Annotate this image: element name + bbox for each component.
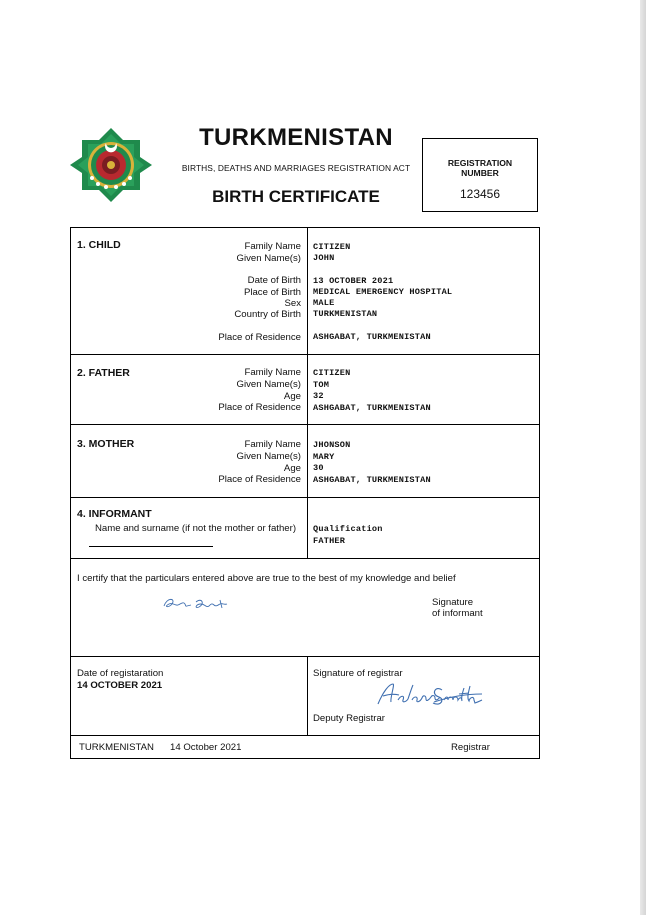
child-heading: 1. CHILD: [77, 239, 121, 251]
qualification-value: FATHER: [313, 536, 346, 546]
child-family-name-label: Family Name: [244, 241, 301, 252]
column-divider: [307, 656, 308, 735]
divider: [70, 735, 540, 736]
divider: [70, 558, 540, 559]
qualification-label: Qualification: [313, 524, 383, 534]
turkmenistan-emblem: [70, 128, 152, 202]
child-date-of-birth: 13 OCTOBER 2021: [313, 276, 394, 286]
mother-age: 30: [313, 463, 324, 473]
mother-residence: ASHGABAT, TURKMENISTAN: [313, 475, 431, 485]
father-heading: 2. FATHER: [77, 367, 130, 379]
father-given-names: TOM: [313, 380, 330, 390]
footer-registrar: Registrar: [451, 742, 490, 753]
child-place-of-birth-label: Place of Birth: [243, 287, 301, 298]
child-date-of-birth-label: Date of Birth: [247, 275, 301, 286]
deputy-registrar-label: Deputy Registrar: [313, 713, 385, 724]
country-title: TURKMENISTAN: [199, 124, 393, 151]
mother-given-names-label: Given Name(s): [236, 451, 301, 462]
certification-statement: I certify that the particulars entered above are true to the best of my knowledge and belief: [77, 573, 456, 584]
divider: [70, 354, 540, 355]
registration-number: 123456: [459, 187, 501, 201]
mother-family-name-label: Family Name: [244, 439, 301, 450]
date-of-registration-label: Date of registaration: [77, 668, 164, 679]
father-age-label: Age: [283, 391, 301, 402]
father-residence-label: Place of Residence: [218, 402, 301, 413]
footer-country: TURKMENISTAN: [79, 742, 154, 753]
mother-residence-label: Place of Residence: [218, 474, 301, 485]
child-given-names-label: Given Name(s): [236, 253, 301, 264]
document-title: BIRTH CERTIFICATE: [212, 187, 380, 206]
divider: [70, 656, 540, 657]
page-edge-shadow: [640, 0, 646, 915]
column-divider: [307, 227, 308, 558]
child-sex-label: Sex: [284, 298, 301, 309]
informant-name-line: [89, 546, 213, 547]
registration-act: BIRTHS, DEATHS AND MARRIAGES REGISTRATION ACT: [181, 163, 411, 173]
father-given-names-label: Given Name(s): [236, 379, 301, 390]
child-residence-label: Place of Residence: [218, 332, 301, 343]
divider: [70, 497, 540, 498]
registrar-signature-label: Signature of registrar: [313, 668, 403, 679]
child-country-of-birth-label: Country of Birth: [234, 309, 301, 320]
father-family-name: CITIZEN: [313, 368, 351, 378]
mother-age-label: Age: [283, 463, 301, 474]
child-family-name: CITIZEN: [313, 242, 351, 252]
child-country-of-birth: TURKMENISTAN: [313, 309, 378, 319]
mother-family-name: JHONSON: [313, 440, 351, 450]
registration-label: REGISTRATION NUMBER: [447, 158, 513, 178]
child-residence: ASHGABAT, TURKMENISTAN: [313, 332, 431, 342]
registration-number-box: [422, 138, 538, 212]
mother-given-names: MARY: [313, 452, 335, 462]
father-residence: ASHGABAT, TURKMENISTAN: [313, 403, 431, 413]
child-sex: MALE: [313, 298, 335, 308]
date-of-registration: 14 OCTOBER 2021: [77, 680, 163, 691]
registrar-signature: [372, 680, 484, 708]
footer-date: 14 October 2021: [170, 742, 242, 753]
child-given-names: JOHN: [313, 253, 335, 263]
father-age: 32: [313, 391, 324, 401]
informant-name-label: Name and surname (if not the mother or father): [95, 523, 297, 534]
divider: [70, 424, 540, 425]
signature-of-informant-label-1: Signature: [432, 597, 474, 608]
informant-signature: [160, 594, 240, 614]
signature-of-informant-label-2: of informant: [432, 608, 483, 619]
child-place-of-birth: MEDICAL EMERGENCY HOSPITAL: [313, 287, 453, 297]
father-family-name-label: Family Name: [244, 367, 301, 378]
informant-heading: 4. INFORMANT: [77, 508, 152, 520]
mother-heading: 3. MOTHER: [77, 438, 135, 450]
